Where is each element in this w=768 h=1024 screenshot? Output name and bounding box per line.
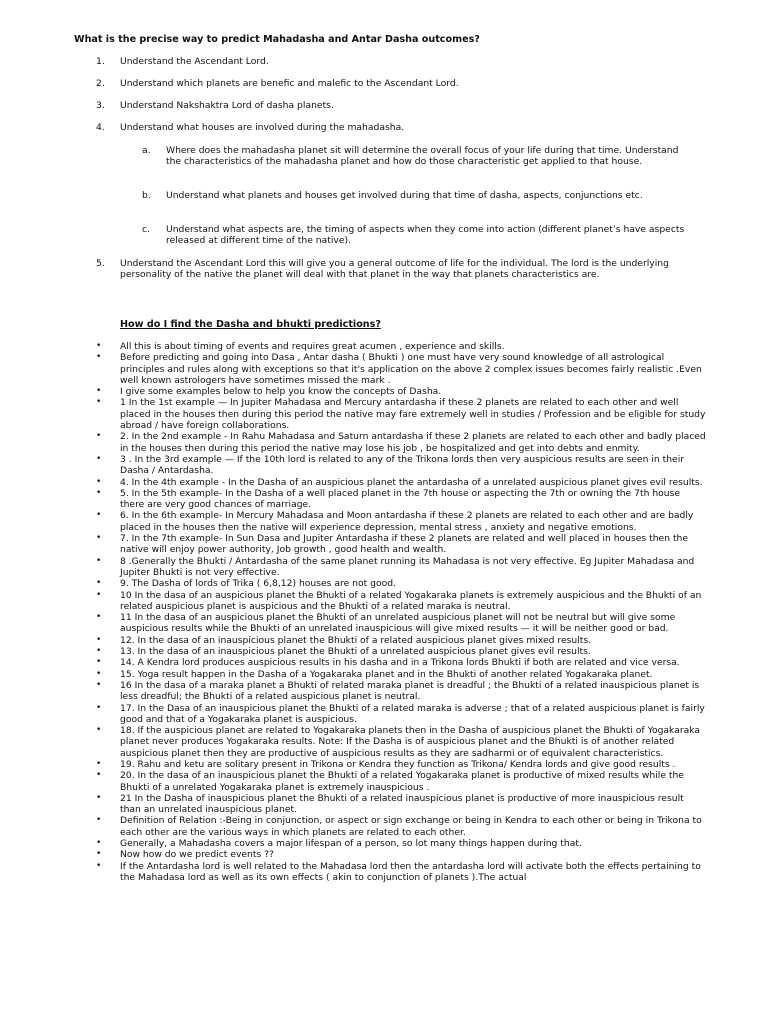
step-item [96,56,716,67]
bullet-text: 11 In the dasa of an auspicious planet the Bhukti of an unrelated auspicious planet will not be neutral but will give some auspicious results while the Bhukti of an unrelated inauspicious will give mixed results — it will be neither good or bad. [120,612,676,635]
bullet-text: 2. In the 2nd example - In Rahu Mahadasa and Saturn antardasha if these 2 planets are related to each other and badly placed in the houses then during this period the native may lose his job , be hospitalized and get into debts and enmity. [120,431,706,454]
bullet-text: 16 In the dasa of a maraka planet a Bhukti of related maraka planet is dreadful ; the Bhukti of a related inauspicious planet is less dreadful; the Bhukti of a related auspicious planet is neutral. [120,679,700,703]
bullet-text: 17. In the Dasa of an inauspicious planet the Bhukti of a related maraka is adverse ; that of a related auspicious planet is fairly good and that of a Yogakaraka planet is auspicious. [120,702,705,725]
step-number: 4. [96,122,105,133]
bullet-icon: • [96,770,102,781]
step-item [96,78,716,89]
substep-item [142,224,712,247]
bullet-text: 14. A Kendra lord produces auspicious results in his dasha and in a Trikona lords Bhukti if both are related and vice versa. [120,657,680,669]
bullet-item [96,770,706,793]
bullet-item [96,386,706,397]
bullet-icon: • [96,792,102,803]
bullet-item [96,669,706,680]
step-number: 2. [96,78,105,89]
bullet-text: Now how do we predict events ?? [120,849,274,861]
bullet-text: 20. In the dasa of an inauspicious planet the Bhukti of a related Yogakaraka planet is productive of mixed results while the Bhukti of a unrelated Yogakaraka planet is extremely inauspicious . [120,770,684,793]
bullet-list [96,341,706,883]
bullet-icon: • [96,555,102,566]
bullet-text: 3 . In the 3rd example — If the 10th lord is related to any of the Trikona lords then very auspicious results are seen in their Dasha / Antardasha. [120,453,685,477]
substep-text: Where does the mahadasha planet sit will determine the overall focus of your life during that time. Understand the characteristics of the mahadasha planet and how do those characteristic get applied to that house. [166,145,679,168]
bullet-item [96,454,706,477]
step-text: Understand what houses are involved during the mahadasha. [120,122,405,133]
bullet-icon: • [96,657,102,668]
bullet-icon: • [96,849,102,860]
bullet-item [96,352,706,386]
bullet-item [96,431,706,454]
step-item [96,122,716,133]
step-text: Understand the Ascendant Lord this will give you a general outcome of life for the individual. The lord is the underlying personality of the native the planet will deal with that planet in the way that planets characteristics are. [120,258,669,281]
step-text: Understand which planets are benefic and malefic to the Ascendant Lord. [120,78,459,89]
bullet-icon: • [96,510,102,521]
bullet-text: 7. In the 7th example- In Sun Dasa and Jupiter Antardasha if these 2 planets are related and well placed in houses then the native will enjoy power authority, Job growth , good health and wealth. [120,533,689,556]
bullet-icon: • [96,758,102,769]
bullet-item [96,578,706,589]
bullet-icon: • [96,702,102,713]
bullet-text: Generally, a Mahadasha covers a major lifespan of a person, so lot many things happen during that. [120,838,582,850]
substep-letter: b. [142,190,151,201]
bullet-item [96,725,706,759]
bullet-text: 21 In the Dasha of inauspicious planet the Bhukti of a related inauspicious planet is productive of more inauspicious result than an unrelated inauspicious planet. [120,792,684,816]
bullet-icon: • [96,476,102,487]
bullet-icon: • [96,578,102,589]
bullet-item [96,510,706,533]
substep-letter: a. [142,145,151,156]
bullet-text: If the Antardasha lord is well related to the Mahadasa lord then the antardasha lord will activate both the effects pertaining to the Mahadasa lord as well as its own effects ( akin to conjunction of planets ).The actual [120,860,701,883]
bullet-item [96,488,706,511]
bullet-text: 4. In the 4th example - In the Dasha of an auspicious planet the antardasha of a unrelated auspicious planet gives evil results. [120,476,703,488]
bullet-text: 9. The Dasha of lords of Trika ( 6,8,12) houses are not good. [120,578,396,590]
bullet-text: 19. Rahu and ketu are solitary present in Trikona or Kendra they function as Trikona/ Kendra lords and give good results . [120,758,676,770]
bullet-icon: • [96,453,102,464]
bullet-icon: • [96,668,102,679]
section-heading: How do I find the Dasha and bhukti predictions? [120,319,381,330]
bullet-text: I give some examples below to help you know the concepts of Dasha. [120,386,442,398]
step-item [96,258,716,281]
bullet-icon: • [96,679,102,690]
bullet-item [96,477,706,488]
bullet-item [96,397,706,431]
bullet-item [96,341,706,352]
bullet-text: Definition of Relation :-Being in conjunction, or aspect or sign exchange or being in Kendra to each other or being in Trikona to each other are the various ways in which planets are related to each other. [120,815,702,838]
bullet-icon: • [96,646,102,657]
substep-letter: c. [142,224,150,235]
bullet-icon: • [96,352,102,363]
bullet-icon: • [96,386,102,397]
bullet-text: All this is about timing of events and requires great acumen , experience and skills. [120,341,505,352]
step-item [96,100,716,111]
bullet-item [96,838,706,849]
bullet-text: 18. If the auspicious planet are related to Yogakaraka planets then in the Dasha of auspicious planet the Bhukti of Yogakaraka planet never produces Yogakaraka results. Note: If the Dasha is of auspicious planet and the Bhukti is of another related auspicious planet then they are productive of auspicious results as they are sadharmi or of equivalent characteristics. [120,725,701,759]
bullet-icon: • [96,341,102,351]
bullet-text: 15. Yoga result happen in the Dasha of a Yogakaraka planet and in the Bhukti of another related Yogakaraka planet. [120,668,653,680]
substep-item [142,145,712,168]
bullet-text: 10 In the dasa of an auspicious planet the Bhukti of a related Yogakaraka planets is extremely auspicious and the Bhukti of an related auspicious planet is auspicious and the Bhukti of a related maraka is neutral. [120,589,702,612]
bullet-item [96,793,706,816]
bullet-text: 1 In the 1st example — In Jupiter Mahadasa and Mercury antardasha if these 2 planets are related to each other and well placed in the houses then during this period the native may fare extremely well in studies / Profession and be eligible for study abroad / have foreign collaborations. [120,397,706,432]
substep-item [142,190,712,201]
bullet-icon: • [96,860,102,871]
bullet-icon: • [96,589,102,600]
bullet-text: 8 .Generally the Bhukti / Antardasha of the same planet running its Mahadasa is not very effective. Eg Jupiter Mahadasa and Jupiter Bhukti is not very effective. [120,555,695,578]
bullet-icon: • [96,815,102,826]
step-number: 1. [96,56,105,67]
bullet-item [96,861,706,884]
bullet-text: 5. In the 5th example- In the Dasha of a well placed planet in the 7th house or aspecting the 7th or owning the 7th house there are very good chances of marriage. [120,487,681,511]
bullet-item [96,849,706,860]
bullet-item [96,533,706,556]
bullet-text: 12. In the dasa of an inauspicious planet the Bhukti of a related auspicious planet gives mixed results. [120,634,592,646]
step-number: 3. [96,100,105,111]
bullet-icon: • [96,725,102,736]
step-text: Understand the Ascendant Lord. [120,56,269,67]
bullet-icon: • [96,431,102,442]
bullet-icon: • [96,634,102,645]
substep-text: Understand what aspects are, the timing of aspects when they come into action (different planet’s have aspects released at different time of the native). [166,224,685,247]
bullet-item [96,635,706,646]
bullet-item [96,612,706,635]
step-number: 5. [96,258,105,269]
step-text: Understand Nakshaktra Lord of dasha planets. [120,100,334,111]
bullet-icon: • [96,487,102,498]
substep-text: Understand what planets and houses get involved during that time of dasha, aspects, conjunctions etc. [166,190,643,201]
bullet-icon: • [96,397,102,408]
bullet-item [96,646,706,657]
document-title: What is the precise way to predict Mahadasha and Antar Dasha outcomes? [74,34,480,45]
bullet-item [96,815,706,838]
bullet-text: Before predicting and going into Dasa , Antar dasha ( Bhukti ) one must have very sound knowledge of all astrological principles and rules along with exceptions so that it's application on the above 2 complex issues becomes fairly realistic .Even well known astrologers have sometimes missed the mark . [120,352,702,386]
bullet-text: 6. In the 6th example- In Mercury Mahadasa and Moon antardasha if these 2 planets are related to each other and are badly placed in the houses then the native will experience depression, mental stress , anxiety and negative emotions. [120,510,694,533]
bullet-icon: • [96,533,102,544]
bullet-icon: • [96,838,102,849]
bullet-item [96,556,706,579]
bullet-item [96,657,706,668]
bullet-text: 13. In the dasa of an inauspicious planet the Bhukti of a unrelated auspicious planet gives evil results. [120,646,591,658]
bullet-item [96,590,706,613]
bullet-item [96,680,706,703]
bullet-icon: • [96,612,102,623]
bullet-item [96,703,706,726]
bullet-item [96,759,706,770]
